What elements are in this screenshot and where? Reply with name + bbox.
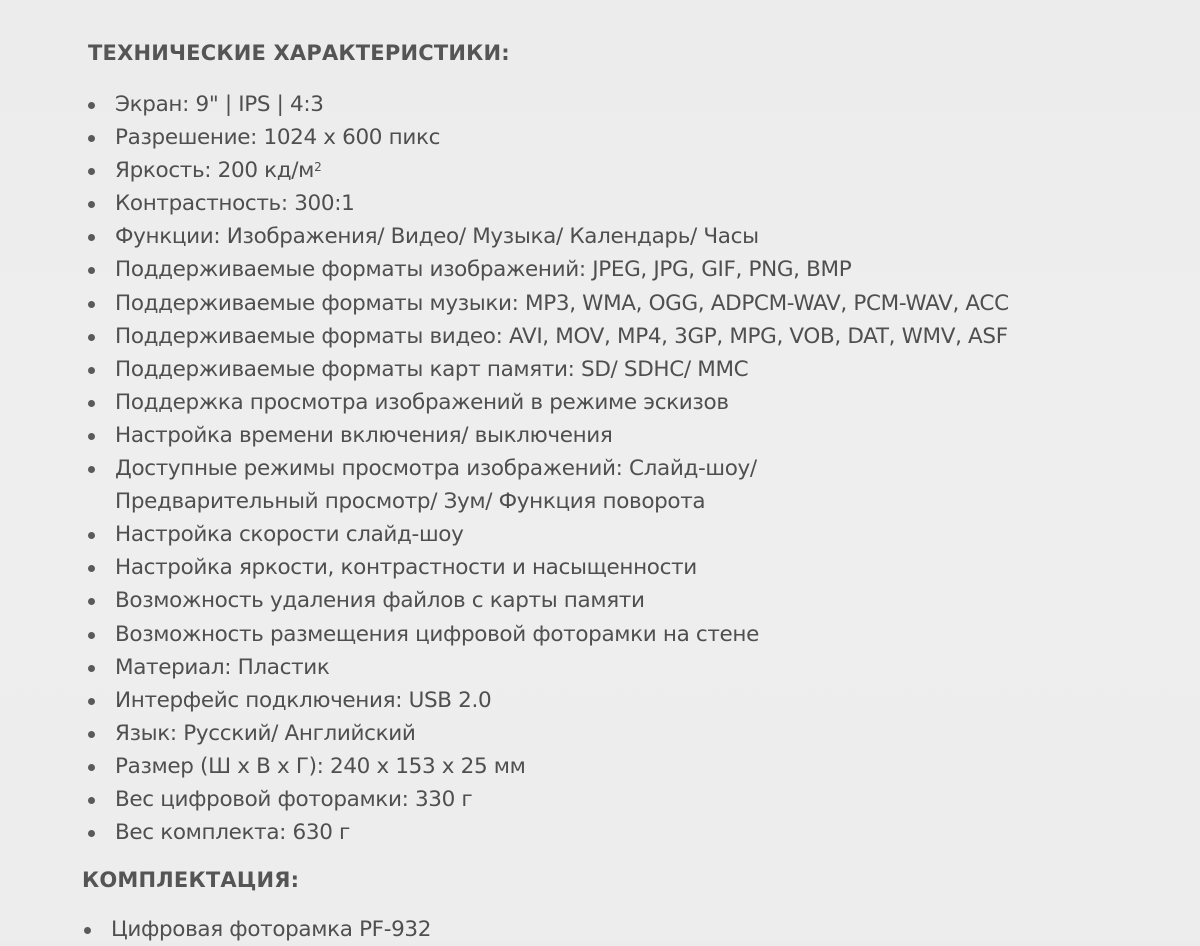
list-item-text: Поддержка просмотра изображений в режиме эскизов — [115, 389, 729, 415]
unit-superscript: 2 — [314, 160, 322, 175]
list-item-text: Поддерживаемые форматы видео: AVI, MOV, MP4, 3GP, MPG, VOB, DAT, WMV, ASF — [115, 323, 1008, 349]
list-item — [86, 220, 1191, 253]
list-item-text: Яркость: 200 кд/м — [115, 158, 315, 184]
list-item-text: Возможность удаления файлов с карты памяти — [115, 588, 645, 614]
list-item — [86, 750, 1191, 783]
list-item-text-continued: Предварительный просмотр/ Зум/ Функция поворота — [115, 489, 706, 515]
list-item — [86, 353, 1191, 386]
list-item — [86, 88, 1191, 121]
list-item-text: Цифровая фоторамка PF-932 — [111, 917, 432, 942]
list-item — [86, 684, 1191, 717]
list-item — [86, 121, 1191, 154]
bullet-icon — [88, 698, 95, 705]
bullet-icon — [88, 168, 95, 175]
list-item — [86, 584, 1191, 617]
bullet-icon — [88, 830, 95, 837]
specs-heading: ТЕХНИЧЕСКИЕ ХАРАКТЕРИСТИКИ: — [88, 41, 510, 65]
bullet-icon — [88, 301, 95, 308]
list-item-text: Материал: Пластик — [115, 654, 330, 680]
list-item — [86, 386, 1191, 419]
list-item — [86, 452, 1191, 518]
bullet-icon — [84, 927, 91, 934]
list-item-text: Интерфейс подключения: USB 2.0 — [115, 687, 492, 713]
specs-list — [86, 88, 1191, 849]
list-item-text: Язык: Русский/ Английский — [115, 720, 416, 746]
list-item-text: Поддерживаемые форматы карт памяти: SD/ SDHC/ MMC — [115, 356, 749, 382]
list-item — [86, 551, 1191, 584]
list-item — [86, 320, 1191, 353]
list-item-text: Размер (Ш x В x Г): 240 x 153 x 25 мм — [115, 753, 526, 779]
list-item-text: Вес цифровой фоторамки: 330 г — [115, 786, 473, 812]
bullet-icon — [88, 665, 95, 672]
list-item-text: Поддерживаемые форматы музыки: MP3, WMA, OGG, ADPCM-WAV, PCM-WAV, ACC — [115, 290, 1009, 316]
bullet-icon — [88, 334, 95, 341]
bullet-icon — [88, 632, 95, 639]
list-item-text: Настройка скорости слайд-шоу — [115, 522, 464, 548]
list-item-text: Вес комплекта: 630 г — [115, 820, 350, 846]
list-item — [86, 419, 1191, 452]
list-item-text: Контрастность: 300:1 — [115, 191, 355, 217]
bullet-icon — [88, 367, 95, 374]
list-item — [86, 518, 1191, 551]
bullet-icon — [88, 764, 95, 771]
list-item — [86, 717, 1191, 750]
list-item — [86, 154, 1191, 187]
bullet-icon — [88, 135, 95, 142]
kit-list — [82, 913, 1187, 946]
kit-heading: КОМПЛЕКТАЦИЯ: — [82, 868, 300, 892]
list-item-text: Настройка времени включения/ выключения — [115, 422, 613, 448]
list-item-text: Возможность размещения цифровой фоторамки на стене — [115, 621, 760, 647]
bullet-icon — [88, 565, 95, 572]
list-item — [86, 253, 1191, 286]
bullet-icon — [88, 731, 95, 738]
list-item — [82, 913, 1187, 946]
list-item — [86, 287, 1191, 320]
list-item-text: Функции: Изображения/ Видео/ Музыка/ Календарь/ Часы — [115, 224, 759, 250]
list-item — [86, 187, 1191, 220]
bullet-icon — [88, 267, 95, 274]
list-item — [86, 618, 1191, 651]
bullet-icon — [88, 598, 95, 605]
bullet-icon — [88, 400, 95, 407]
list-item-text: Экран: 9" | IPS | 4:3 — [115, 92, 324, 117]
bullet-icon — [88, 433, 95, 440]
bullet-icon — [88, 234, 95, 241]
list-item — [86, 783, 1191, 816]
list-item — [86, 651, 1191, 684]
list-item-text: Поддерживаемые форматы изображений: JPEG, JPG, GIF, PNG, BMP — [115, 257, 852, 283]
list-item-text: Доступные режимы просмотра изображений: Слайд-шоу/ — [115, 456, 757, 482]
bullet-icon — [88, 532, 95, 539]
bullet-icon — [88, 102, 95, 109]
list-item — [86, 816, 1191, 849]
bullet-icon — [88, 201, 95, 208]
list-item-text: Настройка яркости, контрастности и насыщенности — [115, 555, 697, 581]
list-item-text: Разрешение: 1024 x 600 пикс — [115, 125, 441, 151]
bullet-icon — [88, 466, 95, 473]
bullet-icon — [88, 797, 95, 804]
